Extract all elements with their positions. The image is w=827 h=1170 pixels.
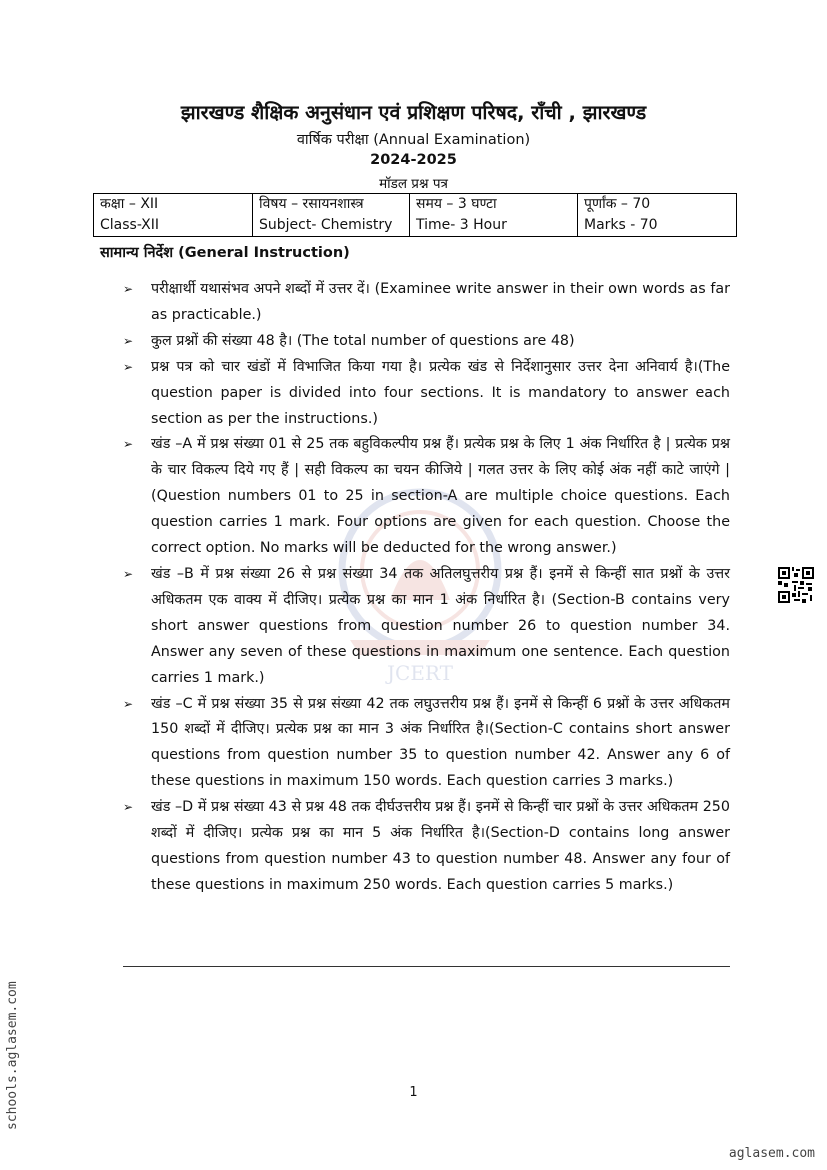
instruction-item: [120, 432, 730, 562]
subject-english: Subject- Chemistry: [253, 215, 410, 237]
instruction-text: परीक्षार्थी यथासंभव अपने शब्दों में उत्तर दें। (Examinee write answer in their own words as far as practicable.): [151, 281, 730, 323]
instruction-text: खंड –B में प्रश्न संख्या 26 से प्रश्न संख्या 34 तक अतिलघुत्तरीय प्रश्न हैं। इनमें से किन्हीं सात प्रश्नों के उत्तर अधिकतम एक वाक्य में दीजिए। प्रत्येक प्रश्न का मान 1 अंक निर्धारित है। (Section-B contains very short answer questions from question number 26 to question number 34. Answer any seven of these questions in maximum one sentence. Each question carries 1 mark.): [151, 565, 730, 686]
instruction-item: [120, 277, 730, 329]
time-hindi: समय – 3 घण्टा: [410, 194, 578, 216]
marks-english: Marks - 70: [578, 215, 737, 237]
watermark-right: aglasem.com: [728, 1146, 815, 1161]
section-divider: [123, 966, 730, 967]
arrow-bullet-icon: ➢: [123, 696, 134, 711]
paper-type: मॉडल प्रश्न पत्र: [379, 176, 448, 192]
svg-text:JCERT: JCERT: [387, 661, 453, 685]
arrow-bullet-icon: ➢: [123, 282, 134, 296]
arrow-bullet-icon: ➢: [123, 437, 134, 452]
watermark-left: schools.aglasem.com: [5, 981, 20, 1130]
time-english: Time- 3 Hour: [410, 215, 578, 237]
instruction-text: खंड –C में प्रश्न संख्या 35 से प्रश्न संख्या 42 तक लघुउत्तरीय प्रश्न हैं। इनमें से किन्हीं 6 प्रश्नों के उत्तर अधिकतम 150 शब्दों में दीजिए। प्रत्येक प्रश्न का मान 3 अंक निर्धारित है।(Section-C contains short answer questions from question number 35 to question number 42. Answer any 6 of these questions in maximum 150 words. Each question carries 3 marks.): [151, 695, 730, 790]
arrow-bullet-icon: ➢: [123, 566, 134, 581]
instruction-text: खंड –A में प्रश्न संख्या 01 से 25 तक बहुविकल्पीय प्रश्न हैं। प्रत्येक प्रश्न के लिए 1 अंक निर्धारित है | प्रत्येक प्रश्न के चार विकल्प दिये गए हैं | सही विकल्प का चयन कीजिये | गलत उत्तर के लिए कोई अंक नहीं काटे जाएंगे | (Question numbers 01 to 25 in section-A are multiple choice questions. Each question carries 1 mark. Four options are given for each question. Choose the correct option. No marks will be deducted for the wrong answer.): [151, 436, 730, 557]
instruction-text: खंड –D में प्रश्न संख्या 43 से प्रश्न 48 तक दीर्घउत्तरीय प्रश्न हैं। इनमें से किन्हीं चार प्रश्नों के उत्तर अधिकतम 250 शब्दों में दीजिए। प्रत्येक प्रश्न का मान 5 अंक निर्धारित है।(Section-D contains long answer questions from question number 43 to question number 48. Answer any four of these questions in maximum 250 words. Each question carries 5 marks.): [151, 799, 730, 893]
general-instruction-heading: सामान्य निर्देश (General Instruction): [100, 245, 350, 261]
organization-title: झारखण्ड शैक्षिक अनुसंधान एवं प्रशिक्षण परिषद, राँची , झारखण्ड: [180, 101, 647, 124]
qr-code-icon[interactable]: [776, 565, 816, 605]
instruction-item: [120, 562, 730, 692]
instruction-text: कुल प्रश्नों की संख्या 48 है। (The total number of questions are 48): [151, 332, 575, 349]
instruction-text: प्रश्न पत्र को चार खंडों में विभाजित किया गया है। प्रत्येक खंड से निर्देशानुसार उत्तर देना अनिवार्य है।(The question paper is divided into four sections. It is mandatory to answer each section as per the instructions.): [151, 358, 730, 427]
subject-hindi: विषय – रसायनशास्त्र: [253, 194, 410, 216]
session-year: 2024-2025: [370, 152, 457, 168]
instruction-item: [120, 329, 730, 355]
page-number: 1: [409, 1085, 418, 1100]
instruction-item: [120, 692, 730, 796]
marks-hindi: पूर्णांक – 70: [578, 194, 737, 216]
arrow-bullet-icon: ➢: [123, 359, 134, 374]
class-hindi: कक्षा – XII: [94, 194, 253, 216]
instruction-list: [120, 277, 730, 899]
arrow-bullet-icon: ➢: [123, 800, 134, 815]
instruction-item: [120, 355, 730, 433]
arrow-bullet-icon: ➢: [123, 333, 134, 348]
exam-title: वार्षिक परीक्षा (Annual Examination): [296, 132, 531, 148]
instruction-item: [120, 795, 730, 899]
class-english: Class-XII: [94, 215, 253, 237]
exam-info-table: [93, 193, 737, 237]
